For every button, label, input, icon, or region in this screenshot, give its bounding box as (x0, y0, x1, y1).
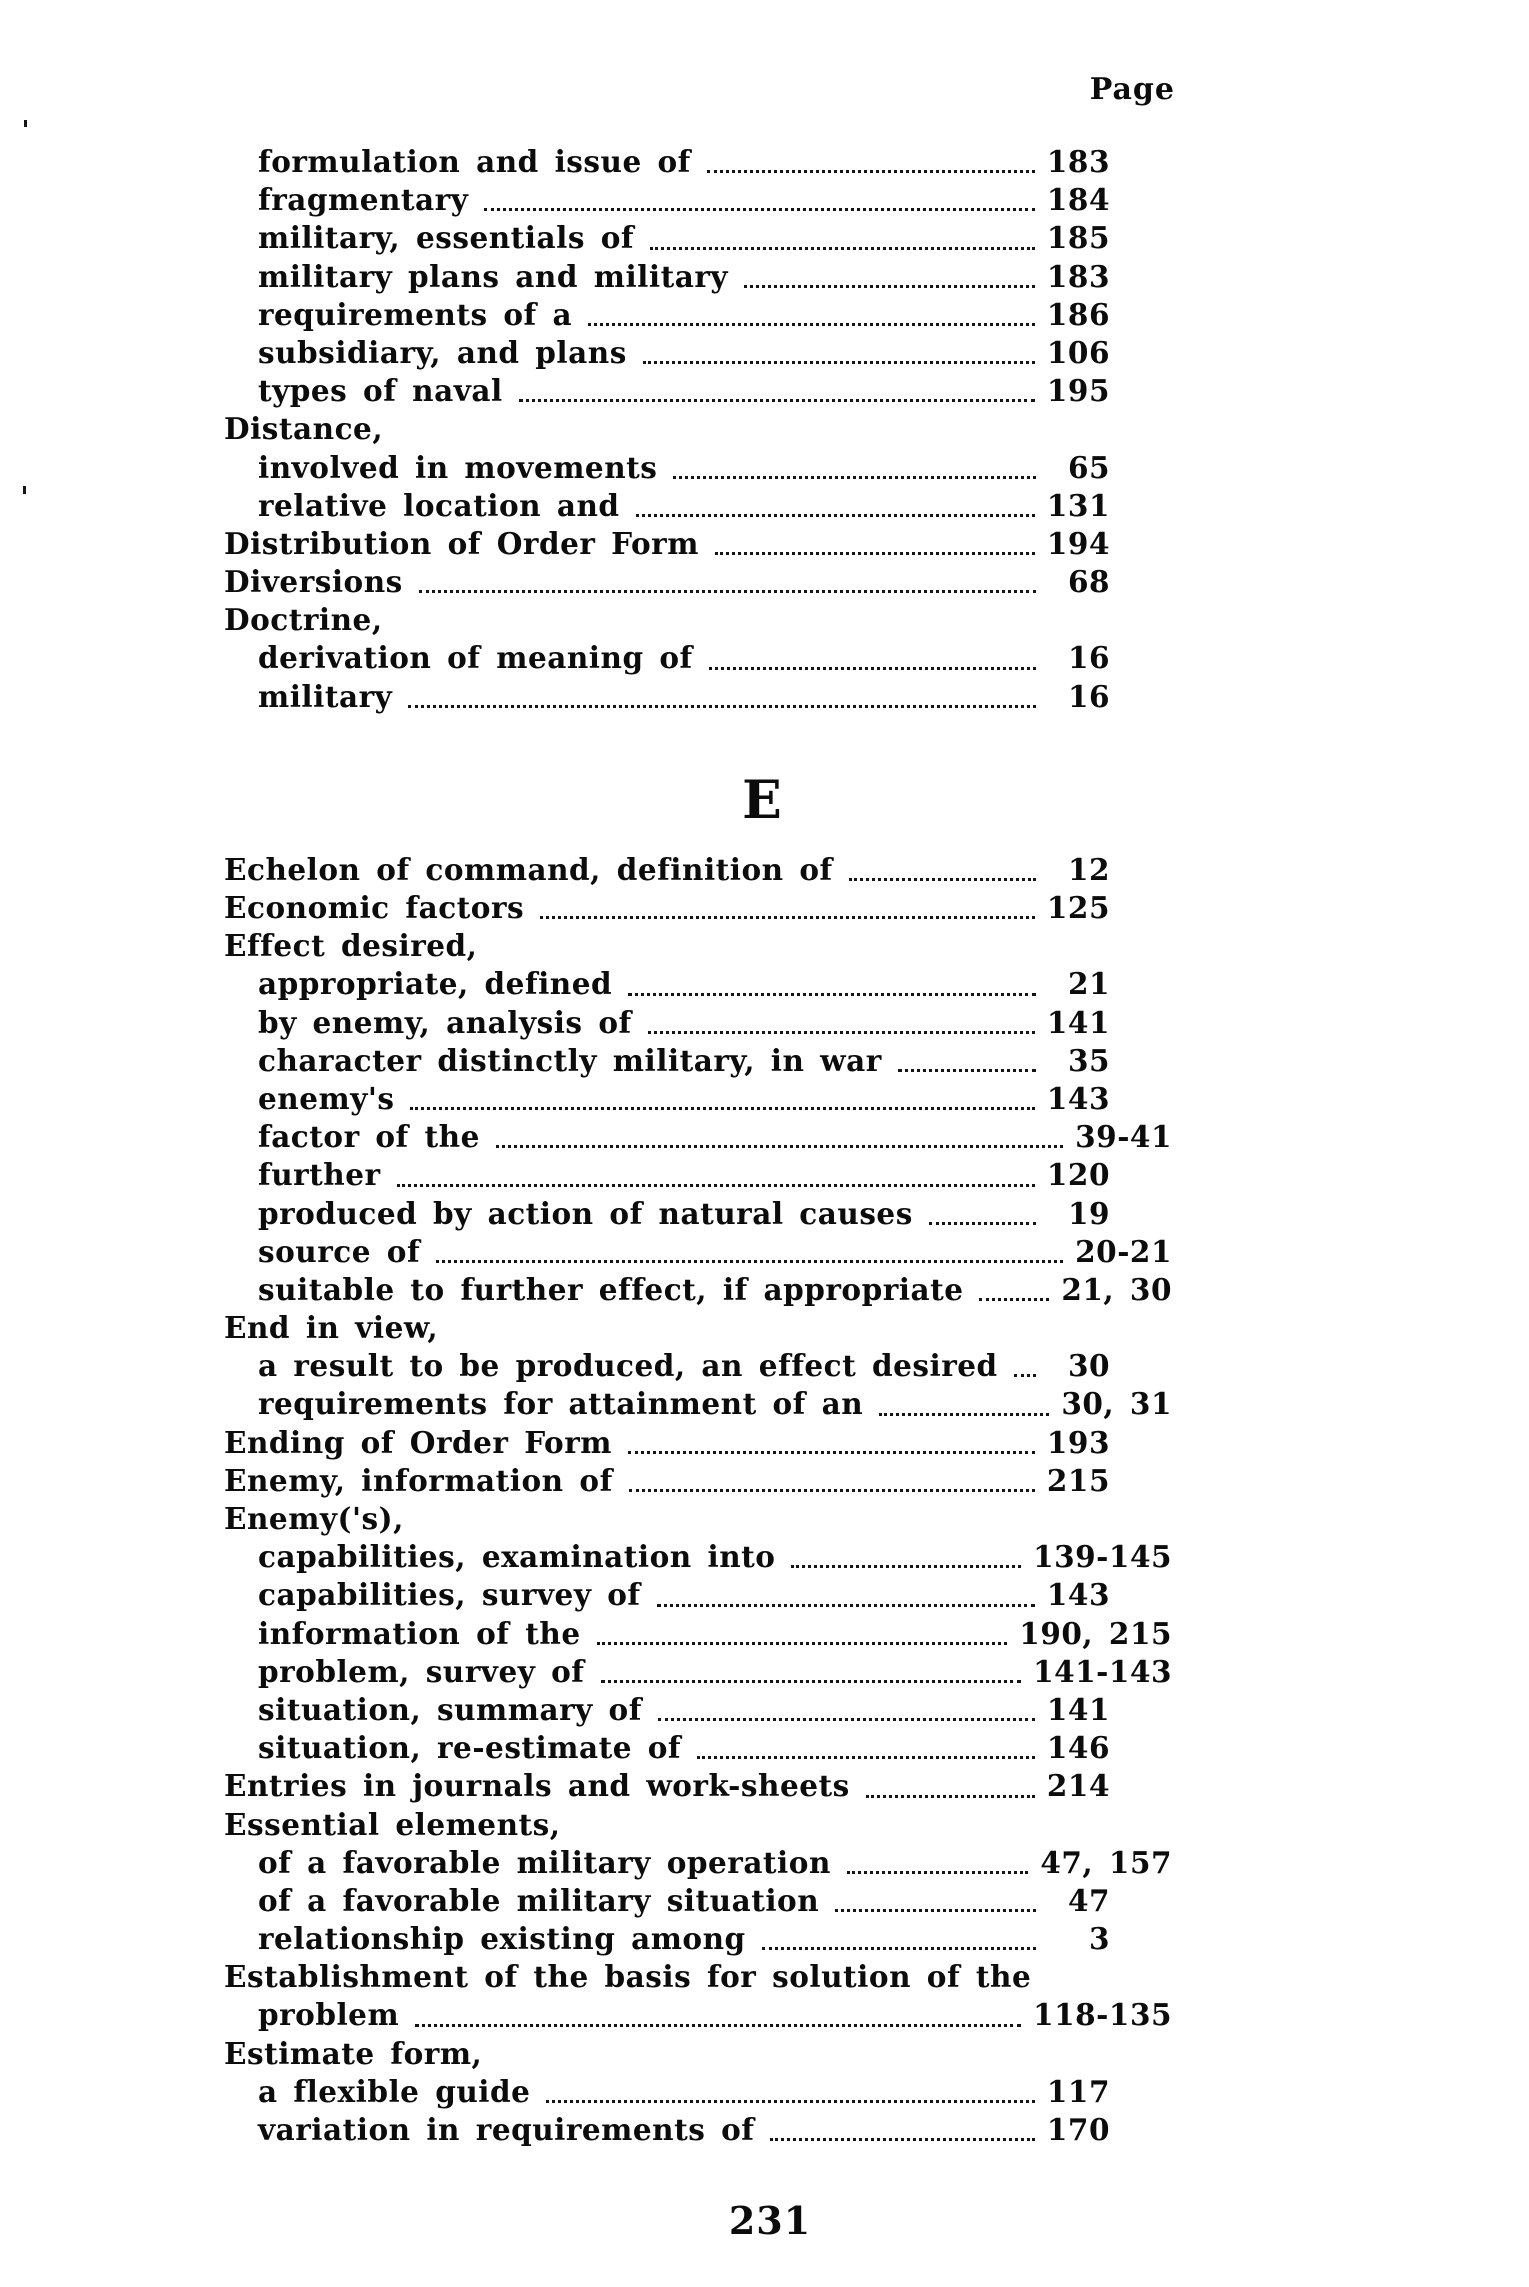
dot-leader (658, 1691, 1035, 1721)
entry-text: situation, re-estimate of (258, 1730, 682, 1766)
dot-leader (709, 639, 1036, 669)
entry-page-number: 20-21 (1075, 1233, 1172, 1269)
index-list-section-e (224, 851, 1172, 2149)
entry-text: military (258, 678, 393, 714)
index-entry (224, 372, 1110, 410)
entry-page-number: 125 (1046, 890, 1110, 925)
dot-leader (643, 334, 1035, 364)
dot-leader (650, 219, 1035, 249)
index-list (224, 143, 1172, 2149)
dot-leader (898, 1042, 1036, 1072)
entry-text: subsidiary, and plans (258, 334, 627, 370)
dot-leader (628, 1424, 1035, 1454)
index-entry (224, 1653, 1172, 1691)
entry-text: Enemy, information of (224, 1462, 613, 1498)
entry-page-number: 139-145 (1033, 1539, 1172, 1575)
entry-page-number: 184 (1046, 182, 1110, 218)
dot-leader (636, 487, 1035, 517)
dot-leader (436, 1233, 1063, 1263)
entry-page-number: 47, 157 (1040, 1844, 1172, 1880)
index-heading (224, 927, 1110, 965)
entry-page-number: 186 (1046, 296, 1110, 332)
entry-page-number: 183 (1046, 144, 1110, 179)
dot-leader (546, 2073, 1035, 2103)
index-entry (224, 1996, 1172, 2034)
entry-page-number: 16 (1067, 640, 1110, 676)
index-entry (224, 678, 1110, 716)
index-entry (224, 1767, 1110, 1805)
index-entry (224, 1538, 1172, 1576)
index-entry (224, 1233, 1172, 1271)
entry-text: enemy's (258, 1080, 395, 1116)
entry-text: Enemy('s), (224, 1501, 404, 1536)
dot-leader (762, 1920, 1036, 1950)
entry-text: a result to be produced, an effect desired (258, 1348, 998, 1384)
index-entry (224, 1576, 1110, 1614)
index-entry (224, 1385, 1172, 1423)
page-folio: 231 (728, 2198, 812, 2243)
dot-leader (847, 1844, 1028, 1874)
index-entry (224, 258, 1110, 296)
entry-page-number: 143 (1046, 1577, 1110, 1613)
dot-leader (866, 1767, 1035, 1797)
dot-leader (519, 372, 1035, 402)
entry-page-number: 3 (1088, 1921, 1110, 1957)
entry-text: Establishment of the basis for solution of the (224, 1959, 1032, 1995)
entry-page-number: 30, 31 (1061, 1386, 1172, 1422)
entry-text: Ending of Order Form (224, 1424, 612, 1460)
dot-leader (1014, 1347, 1036, 1377)
entry-text: situation, summary of (258, 1691, 642, 1727)
index-heading (224, 1500, 1110, 1538)
dot-leader (849, 851, 1036, 881)
entry-text: variation in requirements of (258, 2112, 755, 2147)
index-entry (224, 334, 1110, 372)
entry-text: a flexible guide (258, 2073, 531, 2109)
entry-text: involved in movements (258, 449, 658, 485)
dot-leader (588, 296, 1035, 326)
index-entry (224, 1156, 1110, 1194)
entry-page-number: 65 (1067, 449, 1110, 485)
dot-leader (415, 1996, 1021, 2026)
index-entry (224, 1691, 1110, 1729)
dot-leader (419, 563, 1036, 593)
entry-text: appropriate, defined (258, 966, 613, 1002)
index-entry (224, 1882, 1110, 1920)
entry-text: Echelon of command, definition of (224, 851, 833, 887)
index-heading (224, 1806, 1110, 1844)
dot-leader (791, 1538, 1021, 1568)
entry-page-number: 30 (1067, 1348, 1110, 1384)
dot-leader (835, 1882, 1036, 1912)
index-entry (224, 1347, 1110, 1385)
entry-text: Diversions (224, 564, 403, 600)
entry-text: of a favorable military operation (258, 1844, 831, 1880)
dot-leader (397, 1156, 1035, 1186)
entry-page-number: 16 (1067, 678, 1110, 714)
entry-page-number: 120 (1046, 1157, 1110, 1193)
dot-leader (601, 1653, 1022, 1683)
entry-text: by enemy, analysis of (258, 1004, 632, 1040)
entry-page-number: 146 (1046, 1730, 1110, 1766)
index-heading (224, 601, 1110, 639)
index-entry (224, 2111, 1110, 2149)
scan-speck (23, 486, 26, 494)
entry-text: military, essentials of (258, 220, 635, 256)
entry-text: Distance, (224, 411, 384, 447)
entry-text: produced by action of natural causes (258, 1195, 913, 1231)
entry-page-number: 193 (1046, 1424, 1110, 1460)
entry-text: Entries in journals and work-sheets (224, 1768, 850, 1804)
index-entry (224, 296, 1110, 334)
dot-leader (715, 525, 1035, 555)
index-entry (224, 1004, 1110, 1042)
entry-page-number: 195 (1046, 373, 1110, 409)
entry-page-number: 194 (1046, 525, 1110, 561)
entry-page-number: 170 (1046, 2112, 1110, 2147)
entry-text: requirements of a (258, 296, 573, 332)
index-heading (224, 410, 1110, 448)
dot-leader (673, 449, 1036, 479)
dot-leader (408, 678, 1036, 708)
entry-page-number: 12 (1067, 851, 1110, 887)
dot-leader (540, 889, 1035, 919)
entry-page-number: 35 (1067, 1042, 1110, 1078)
dot-leader (879, 1385, 1049, 1415)
index-heading (224, 2035, 1110, 2073)
entry-text: factor of the (258, 1119, 480, 1155)
entry-text: capabilities, survey of (258, 1577, 641, 1613)
entry-page-number: 185 (1046, 220, 1110, 256)
section-letter-heading: E (742, 769, 782, 831)
index-entry (224, 143, 1110, 181)
entry-page-number: 39-41 (1075, 1119, 1172, 1155)
entry-page-number: 190, 215 (1019, 1615, 1172, 1651)
index-entry (224, 2073, 1110, 2111)
index-entry (224, 1271, 1172, 1309)
dot-leader (597, 1615, 1008, 1645)
entry-text: relative location and (258, 487, 620, 523)
entry-text: End in view, (224, 1310, 439, 1346)
entry-page-number: 215 (1046, 1462, 1110, 1498)
index-entry (224, 449, 1110, 487)
entry-text: formulation and issue of (258, 144, 691, 179)
index-entry (224, 525, 1110, 563)
entry-text: character distinctly military, in war (258, 1042, 882, 1078)
entry-page-number: 19 (1067, 1195, 1110, 1231)
entry-text: requirements for attainment of an (258, 1386, 864, 1422)
index-entry (224, 965, 1110, 1003)
page-column-header: Page (1089, 72, 1175, 107)
dot-leader (697, 1729, 1035, 1759)
entry-page-number: 141 (1046, 1691, 1110, 1727)
dot-leader (744, 258, 1035, 288)
index-entry (224, 563, 1110, 601)
entry-text: capabilities, examination into (258, 1539, 776, 1575)
dot-leader (979, 1271, 1049, 1301)
dot-leader (929, 1195, 1036, 1225)
index-entry (224, 1080, 1110, 1118)
scan-speck (24, 120, 27, 127)
index-entry (224, 1424, 1110, 1462)
index-entry (224, 889, 1110, 927)
entry-text: problem (258, 1997, 400, 2033)
index-entry (224, 1844, 1172, 1882)
entry-page-number: 117 (1046, 2073, 1110, 2109)
entry-text: derivation of meaning of (258, 640, 693, 676)
entry-text: problem, survey of (258, 1653, 585, 1689)
dot-leader (410, 1080, 1034, 1110)
entry-text: relationship existing among (258, 1921, 746, 1957)
entry-text: suitable to further effect, if appropriate (258, 1271, 964, 1307)
index-entry (224, 487, 1110, 525)
entry-text: military plans and military (258, 258, 729, 294)
entry-text: Distribution of Order Form (224, 525, 699, 561)
index-entry (224, 639, 1110, 677)
entry-page-number: 141-143 (1033, 1653, 1172, 1689)
entry-text: of a favorable military situation (258, 1882, 820, 1918)
entry-page-number: 183 (1046, 258, 1110, 294)
entry-text: Estimate form, (224, 2035, 483, 2071)
index-list-top (224, 143, 1110, 716)
dot-leader (628, 965, 1036, 995)
entry-text: further (258, 1157, 381, 1193)
index-entry (224, 1462, 1110, 1500)
index-heading (224, 1309, 1110, 1347)
index-entry (224, 1195, 1110, 1233)
dot-leader (484, 181, 1035, 211)
index-heading (224, 1958, 1110, 1996)
index-entry (224, 1042, 1110, 1080)
dot-leader (629, 1462, 1035, 1492)
index-entry (224, 219, 1110, 257)
entry-page-number: 106 (1046, 334, 1110, 370)
entry-page-number: 131 (1046, 487, 1110, 523)
index-entry (224, 1920, 1110, 1958)
entry-page-number: 21 (1067, 966, 1110, 1002)
entry-text: Essential elements, (224, 1806, 561, 1842)
entry-page-number: 68 (1067, 564, 1110, 600)
dot-leader (770, 2111, 1034, 2141)
entry-text: fragmentary (258, 182, 469, 218)
entry-page-number: 143 (1046, 1080, 1110, 1116)
dot-leader (657, 1576, 1035, 1606)
entry-page-number: 214 (1046, 1768, 1110, 1804)
index-entry (224, 1615, 1172, 1653)
entry-text: source of (258, 1233, 421, 1269)
entry-text: Economic factors (224, 890, 525, 925)
entry-page-number: 21, 30 (1061, 1271, 1172, 1307)
dot-leader (496, 1118, 1063, 1148)
entry-page-number: 47 (1067, 1882, 1110, 1918)
entry-page-number: 118-135 (1033, 1997, 1172, 2033)
index-entry (224, 1729, 1110, 1767)
entry-text: Doctrine, (224, 602, 383, 638)
entry-text: information of the (258, 1615, 581, 1651)
dot-leader (707, 143, 1035, 173)
index-entry (224, 851, 1110, 889)
entry-page-number: 141 (1046, 1004, 1110, 1040)
dot-leader (648, 1004, 1035, 1034)
entry-text: types of naval (258, 373, 503, 409)
index-entry (224, 1118, 1172, 1156)
entry-text: Effect desired, (224, 928, 478, 964)
index-entry (224, 181, 1110, 219)
